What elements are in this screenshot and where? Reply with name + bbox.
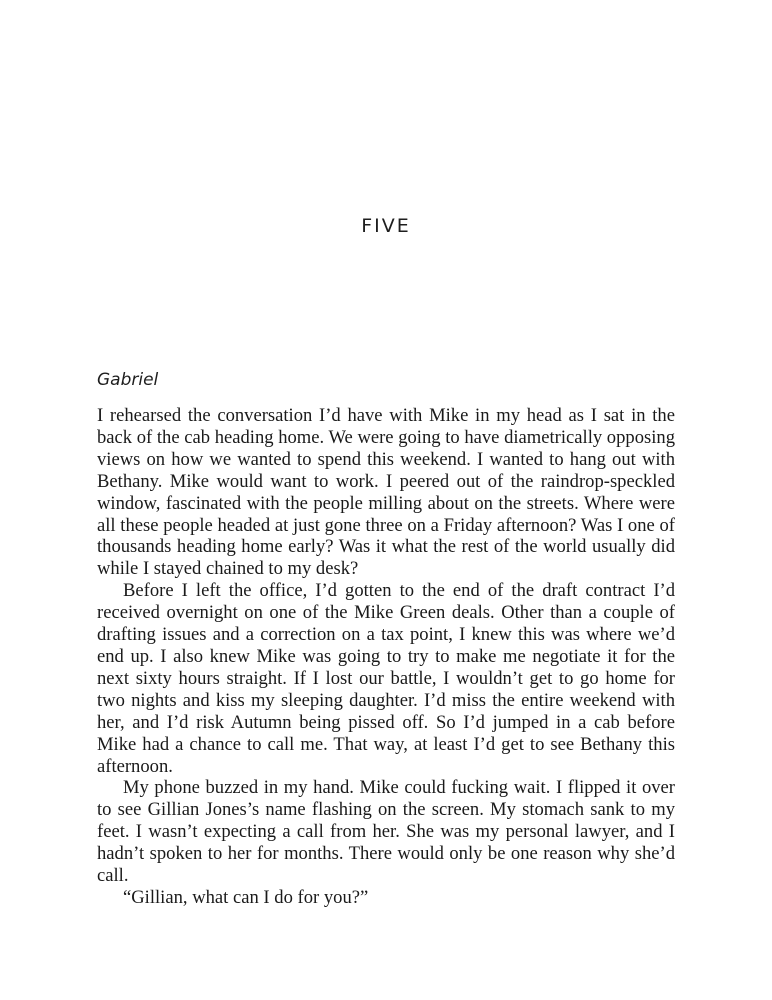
paragraph: Before I left the office, I’d gotten to the end of the draft contract I’d received overnight on one of the Mike Green deals. Other than a couple of drafting issues and a correction on a tax point, I knew this was where we’d end up. I also knew Mike was going to try to make me negotiate it for the next sixty hours straight. If I lost our battle, I wouldn’t get to go home for two nights and kiss my sleeping daughter. I’d miss the entire weekend with her, and I’d risk Autumn being pissed off. So I’d jumped in a cab before Mike had a chance to call me. That way, at least I’d get to see Bethany this afternoon.	[97, 580, 675, 777]
chapter-title: FIVE	[361, 215, 411, 237]
paragraph: I rehearsed the conversation I’d have with Mike in my head as I sat in the back of the cab heading home. We were going to have diametrically opposing views on how we wanted to spend this weekend. I wanted to hang out with Bethany. Mike would want to work. I peered out of the raindrop-speckled window, fascinated with the people milling about on the streets. Where were all these people headed at just gone three on a Friday afternoon? Was I one of thousands heading home early? Was it what the rest of the world usually did while I stayed chained to my desk?	[97, 405, 675, 580]
chapter-body	[97, 405, 675, 909]
pov-character-label: Gabriel	[97, 370, 159, 390]
paragraph: “Gillian, what can I do for you?”	[123, 886, 369, 908]
paragraph: My phone buzzed in my hand. Mike could fucking wait. I flipped it over to see Gillian Jones’s name flashing on the screen. My stomach sank to my feet. I wasn’t expecting a call from her. She was my personal lawyer, and I hadn’t spoken to her for months. There would only be one reason why she’d call.	[97, 777, 675, 887]
